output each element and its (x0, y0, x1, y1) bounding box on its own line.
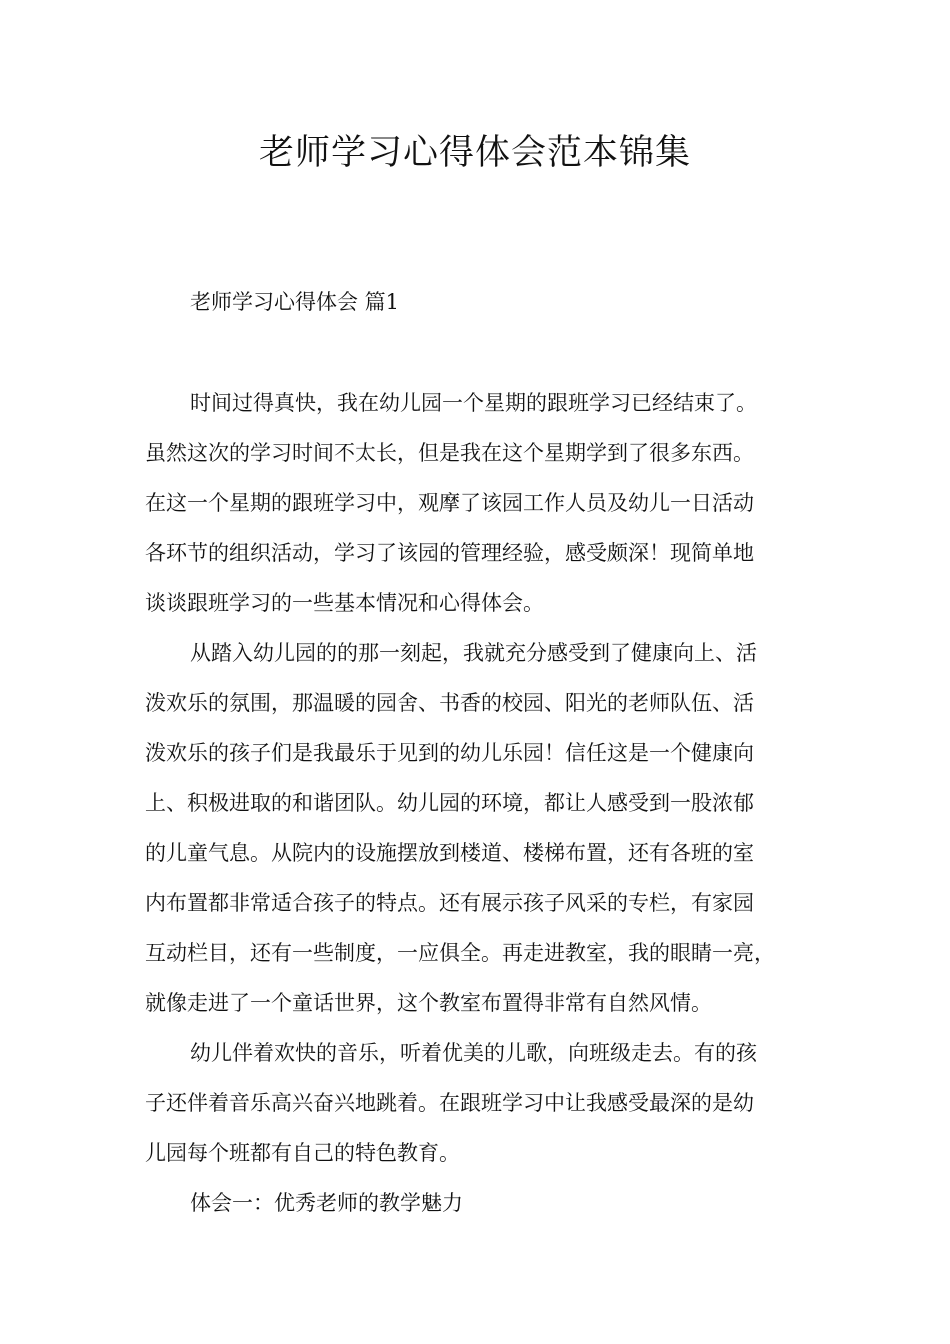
document-title: 老师学习心得体会范本锦集 (258, 133, 691, 173)
paragraph-line: 泼欢乐的孩子们是我最乐于见到的幼儿乐园！信任这是一个健康向 (145, 741, 754, 765)
paragraph-line: 互动栏目，还有一些制度，一应俱全。再走进教室，我的眼睛一亮， (145, 941, 775, 965)
paragraph-line: 虽然这次的学习时间不太长，但是我在这个星期学到了很多东西。 (145, 441, 754, 465)
paragraph-line: 泼欢乐的氛围，那温暖的园舍、书香的校园、阳光的老师队伍、活 (145, 691, 754, 715)
body-text (145, 378, 835, 1228)
paragraph-line: 就像走进了一个童话世界，这个教室布置得非常有自然风情。 (145, 991, 712, 1015)
paragraph-line: 的儿童气息。从院内的设施摆放到楼道、楼梯布置，还有各班的室 (145, 841, 754, 865)
paragraph-line: 各环节的组织活动，学习了该园的管理经验，感受颇深！现简单地 (145, 541, 754, 565)
paragraph-line: 在这一个星期的跟班学习中，观摩了该园工作人员及幼儿一日活动 (145, 491, 754, 515)
paragraph-line: 儿园每个班都有自己的特色教育。 (145, 1141, 460, 1165)
paragraph-line: 子还伴着音乐高兴奋兴地跳着。在跟班学习中让我感受最深的是幼 (145, 1091, 754, 1115)
paragraph-line: 上、积极进取的和谐团队。幼儿园的环境，都让人感受到一股浓郁 (145, 791, 754, 815)
paragraph-line: 从踏入幼儿园的的那一刻起，我就充分感受到了健康向上、活 (190, 641, 757, 665)
subheading-line: 体会一：优秀老师的教学魅力 (190, 1191, 463, 1215)
paragraph-line: 幼儿伴着欢快的音乐，听着优美的儿歌，向班级走去。有的孩 (190, 1041, 757, 1065)
paragraph-line: 时间过得真快，我在幼儿园一个星期的跟班学习已经结束了。 (190, 391, 757, 415)
section-heading: 老师学习心得体会 篇1 (190, 290, 400, 314)
paragraph-line: 谈谈跟班学习的一些基本情况和心得体会。 (145, 591, 544, 615)
paragraph-line: 内布置都非常适合孩子的特点。还有展示孩子风采的专栏，有家园 (145, 891, 754, 915)
